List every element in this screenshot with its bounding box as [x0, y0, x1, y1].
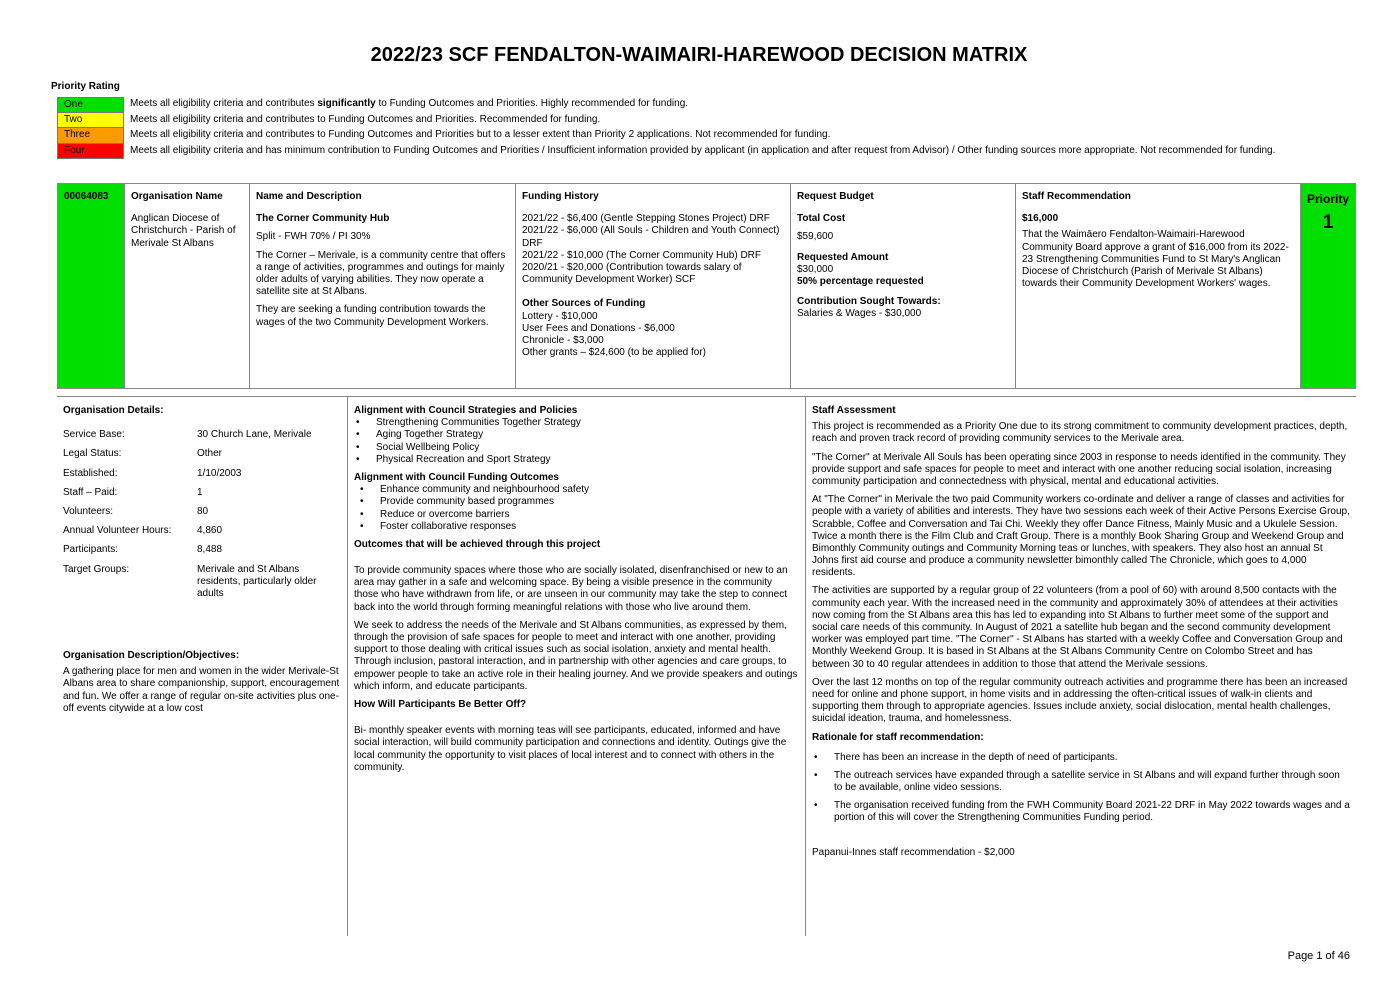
priority-swatch: Four	[57, 144, 124, 159]
org-detail-value: 30 Church Lane, Merivale	[197, 429, 312, 441]
funding-history-item: 2021/22 - $6,000 (All Souls - Children and Youth Connect) DRF	[522, 225, 780, 249]
strategies-header: Alignment with Council Strategies and Policies	[354, 405, 578, 416]
org-detail-value: 4,860	[197, 525, 223, 537]
other-source-item: Chronicle - $3,000	[522, 334, 604, 346]
funding-history-header: Funding History	[522, 191, 599, 202]
priority-swatch: Two	[57, 113, 124, 128]
priority-rating-label: Priority Rating	[51, 81, 120, 92]
priority-text: to Funding Outcomes and Priorities. Highly recommended for funding.	[375, 98, 689, 109]
staff-assessment-paragraph: At "The Corner" in Merivale the two paid Community workers co-ordinate and deliver a range of classes and activities for people with a variety of abilities and interests. They have two sessions each week of their Active Persons Exercise Group, Scrabble, Coffee and Conversation and Tai Chi. Weekly they offer Dance Fitness, Mainly Music and a Ukulele Session. Twice a month there is the Film Club and Craft Group. There is a monthly Book Sharing Group and Weekend Group and Bimonthly Community outings and Community Morning teas or lunches, with speakers. They also host an annual St Johns first aid course and produce a community newsletter bimonthly called The Chronicle, which goes to 4,000 residents.	[812, 494, 1350, 579]
priority-text: Meets all eligibility criteria and contributes to Funding Outcomes and Priorities. Recommended for funding.	[130, 114, 601, 126]
priority-text: Meets all eligibility criteria and contributes to Funding Outcomes and Priorities but to a lesser extent than Priority 2 applications. Not recommended for funding.	[130, 129, 831, 141]
strategy-item: • Strengthening Communities Together Strategy	[354, 417, 799, 429]
staff-recommendation-header: Staff Recommendation	[1022, 191, 1131, 202]
other-source-item: Lottery - $10,000	[522, 310, 598, 322]
org-detail-row	[63, 448, 341, 460]
better-off-text: Bi- monthly speaker events with morning teas will see participants, educated, informed and have social interaction, will build community participation and connections and identity. Outings give the local community the opportunity to visit places of local interest and to connect with others in the community.	[354, 725, 787, 773]
staff-recommendation-cell	[1016, 184, 1301, 388]
funding-outcomes-header: Alignment with Council Funding Outcomes	[354, 471, 559, 483]
priority-cell	[1301, 184, 1355, 388]
priority-rating-row	[57, 128, 1317, 143]
funding-outcomes-list	[354, 484, 799, 533]
org-name: Anglican Diocese of Christchurch - Parish of Merivale St Albans	[131, 213, 236, 249]
org-description-header: Organisation Description/Objectives:	[63, 650, 240, 662]
rationale-list	[812, 752, 1350, 825]
funding-outcome-item: • Foster collaborative responses	[358, 521, 799, 533]
staff-assessment-header: Staff Assessment	[812, 405, 896, 416]
contribution-sought-value: Salaries & Wages - $30,000	[797, 308, 922, 320]
funding-split: Split - FWH 70% / PI 30%	[256, 231, 371, 243]
priority-description	[124, 128, 1317, 143]
org-detail-key: Volunteers:	[63, 505, 114, 517]
priority-description	[124, 113, 1317, 128]
other-source-item: User Fees and Donations - $6,000	[522, 322, 675, 334]
outcomes-achieved-2: We seek to address the needs of the Merivale and St Albans communities, as expressed by them, through the provision of safe spaces for people to meet and interact with one another, providing support to those dealing with critical issues such as social isolation, anxiety and mental health. Through inclusion, pastoral interaction, and in partnership with other agencies and care groups, to empower people to take an active role in their healing journey. And we provide speakers and outings which inform, and educate participants.	[354, 619, 798, 692]
org-detail-key: Target Groups:	[63, 563, 130, 575]
application-id-cell	[58, 184, 125, 388]
priority-rating-row	[57, 97, 1317, 113]
org-detail-key: Established:	[63, 467, 118, 479]
org-detail-value: Other	[197, 448, 223, 460]
page-number: Page 1 of 46	[1287, 950, 1350, 962]
staff-recommendation-amount: $16,000	[1022, 213, 1059, 225]
strategy-item: • Physical Recreation and Sport Strategy	[354, 454, 799, 466]
priority-description	[124, 97, 1317, 113]
application-id: 00064083	[64, 191, 109, 202]
priority-rating-row	[57, 113, 1317, 128]
papanui-recommendation: Papanui-Innes staff recommendation - $2,000	[812, 846, 1015, 858]
staff-assessment-paragraph: Over the last 12 months on top of the regular community outreach activities and programme there has been an increased need for online and phone support, in home visits and in addressing the often-critical issues of walk-in clients and supporting them through to appropriate agencies. Issues include anxiety, social dislocation, mental health challenges, suicidal ideation, trauma, and homelessness.	[812, 676, 1348, 725]
org-detail-value: 80	[197, 505, 209, 517]
staff-assessment-paragraphs	[812, 421, 1350, 725]
funding-history-item: 2020/21 - $20,000 (Contribution towards salary of Community Development Worker) SCF	[522, 261, 742, 286]
org-name-header: Organisation Name	[131, 191, 223, 202]
priority-value: 1	[1322, 211, 1334, 233]
org-detail-row	[63, 429, 341, 441]
requested-amount-label: Requested Amount	[797, 251, 889, 263]
org-details-list	[63, 429, 341, 600]
org-detail-value: 1	[197, 486, 203, 498]
details-section	[57, 396, 1356, 936]
staff-assessment-column	[806, 397, 1356, 936]
priority-text: Meets all eligibility criteria and contributes	[130, 98, 318, 109]
priority-rating-legend	[57, 97, 1317, 159]
strategy-item: • Social Wellbeing Policy	[354, 442, 799, 454]
org-detail-row	[63, 468, 341, 480]
project-description-2: They are seeking a funding contribution towards the wages of the two Community Development Workers.	[256, 304, 489, 328]
org-detail-row	[63, 487, 341, 499]
requested-amount-value: $30,000	[797, 263, 834, 275]
priority-description	[124, 144, 1317, 159]
request-budget-header: Request Budget	[797, 191, 874, 202]
org-detail-key: Participants:	[63, 544, 119, 556]
other-source-item: Other grants – $24,600 (to be applied for)	[522, 347, 707, 359]
staff-assessment-paragraph: This project is recommended as a Priority One due to its strong commitment to community development practices, depth, reach and proven track record of providing community services to the Merivale area.	[812, 421, 1348, 445]
application-summary-table	[57, 183, 1356, 389]
priority-rating-row	[57, 144, 1317, 159]
other-sources-list	[522, 311, 784, 360]
strategy-item: • Aging Together Strategy	[354, 429, 799, 441]
org-detail-value: 1/10/2003	[197, 467, 242, 479]
priority-header: Priority	[1307, 192, 1350, 206]
funding-history-item: 2021/22 - $6,400 (Gentle Stepping Stones Project) DRF	[522, 213, 770, 225]
outcomes-achieved-1: To provide community spaces where those who are socially isolated, disenfranchised or new to an area may gather in a safe and welcoming space. By being a visible presence in the community those who have withdrawn from life, or are unseen in our community may take the step to connect back into the world through forming meaningful relations with those who live around them.	[354, 565, 788, 613]
outcomes-achieved-header: Outcomes that will be achieved through this project	[354, 538, 601, 550]
priority-swatch: Three	[57, 128, 124, 143]
total-cost-value: $59,600	[797, 231, 834, 243]
better-off-header: How Will Participants Be Better Off?	[354, 698, 527, 710]
priority-text-bold: significantly	[317, 98, 376, 109]
rationale-item: • There has been an increase in the depth of need of participants.	[812, 752, 1350, 764]
funding-history-item: 2021/22 - $10,000 (The Corner Community Hub) DRF	[522, 249, 761, 261]
project-name: The Corner Community Hub	[256, 213, 390, 225]
funding-outcome-item: • Provide community based programmes	[358, 496, 799, 508]
rationale-item: • The organisation received funding from the FWH Community Board 2021-22 DRF in May 2022 towards wages and a portion of this will cover the Strengthening Communities Funding period.	[812, 800, 1350, 824]
percentage-requested: 50% percentage requested	[797, 275, 924, 287]
funding-outcome-item: • Reduce or overcome barriers	[358, 509, 799, 521]
staff-assessment-paragraph: The activities are supported by a regular group of 22 volunteers (from a pool of 60) with around 8,500 contacts with the community each year. With the increased need in the community and approximately 30% of attendees at their activities now coming from the St Albans area this has led to expanding into St Albans to further meet some of the support and social care needs of this community. In August of 2021 a satellite hub began and the second community development worker was employed part time. "The Corner" - St Albans has started with a weekly Coffee and Conversation Group and Monthly Weekend Group. It is based in St Albans at the St Albans Community Centre on Colombo Street and has between 30 to 40 regular attendees in addition to those that attend the Merivale sessions.	[812, 585, 1343, 670]
org-detail-key: Legal Status:	[63, 448, 122, 460]
funding-history-cell	[516, 184, 791, 388]
priority-swatch: One	[57, 97, 124, 113]
funding-outcome-item: • Enhance community and neighbourhood safety	[358, 484, 799, 496]
org-detail-row	[63, 525, 341, 537]
org-detail-key: Staff – Paid:	[63, 486, 118, 498]
org-detail-value: Merivale and St Albans residents, particularly older adults	[197, 563, 317, 599]
total-cost-label: Total Cost	[797, 213, 846, 225]
rationale-item: • The outreach services have expanded through a satellite service in St Albans and will expand further through soon to be available, online video sessions.	[812, 770, 1350, 794]
alignment-column	[348, 397, 806, 936]
organisation-details-column	[57, 397, 348, 936]
name-description-cell	[250, 184, 516, 388]
request-budget-cell	[791, 184, 1016, 388]
org-detail-key: Annual Volunteer Hours:	[63, 525, 172, 537]
org-detail-row	[63, 506, 341, 518]
name-desc-header: Name and Description	[256, 191, 362, 202]
other-sources-header: Other Sources of Funding	[522, 298, 646, 310]
org-description: A gathering place for men and women in the wider Merivale-St Albans area to share companionship, support, encouragement and fun. We offer a range of regular on-site activities plus one-off events citywide at a low cost	[63, 666, 340, 714]
staff-recommendation-text: That the Waimāero Fendalton-Waimairi-Harewood Community Board approve a grant of $16,000 from its 2022-23 Strengthening Communities Fund to St Mary's Anglican Diocese of Christchurch (Parish of Merivale St Albans) towards their Community Development Workers' wages.	[1022, 229, 1289, 290]
org-detail-row	[63, 544, 341, 556]
org-detail-key: Service Base:	[63, 429, 125, 441]
staff-assessment-paragraph: "The Corner" at Merivale All Souls has been operating since 2003 in response to needs identified in the community. They provide support and safe spaces for people to meet and interact with one another reducing social isolation, increasing community participation and connectedness with physical, mental and educational activities.	[812, 451, 1346, 487]
funding-history-list	[522, 213, 784, 286]
organisation-name-cell	[125, 184, 250, 388]
priority-text: Meets all eligibility criteria and has minimum contribution to Funding Outcomes and Priorities / Insufficient information provided by applicant (in application and after request from Advisor) / Other funding sources more appropriate. Not recommended for funding.	[130, 144, 1276, 156]
contribution-sought-label: Contribution Sought Towards:	[797, 296, 941, 308]
page-title: 2022/23 SCF FENDALTON-WAIMAIRI-HAREWOOD DECISION MATRIX	[370, 44, 1028, 66]
strategies-list	[354, 417, 799, 466]
org-details-header: Organisation Details:	[63, 405, 164, 416]
org-detail-value: 8,488	[197, 544, 223, 556]
rationale-header: Rationale for staff recommendation:	[812, 731, 984, 743]
project-description-1: The Corner – Merivale, is a community centre that offers a range of activities, programmes and outings for mainly older adults of varying abilities. They now operate a satellite site at St Albans.	[256, 249, 506, 298]
org-detail-row	[63, 564, 341, 601]
